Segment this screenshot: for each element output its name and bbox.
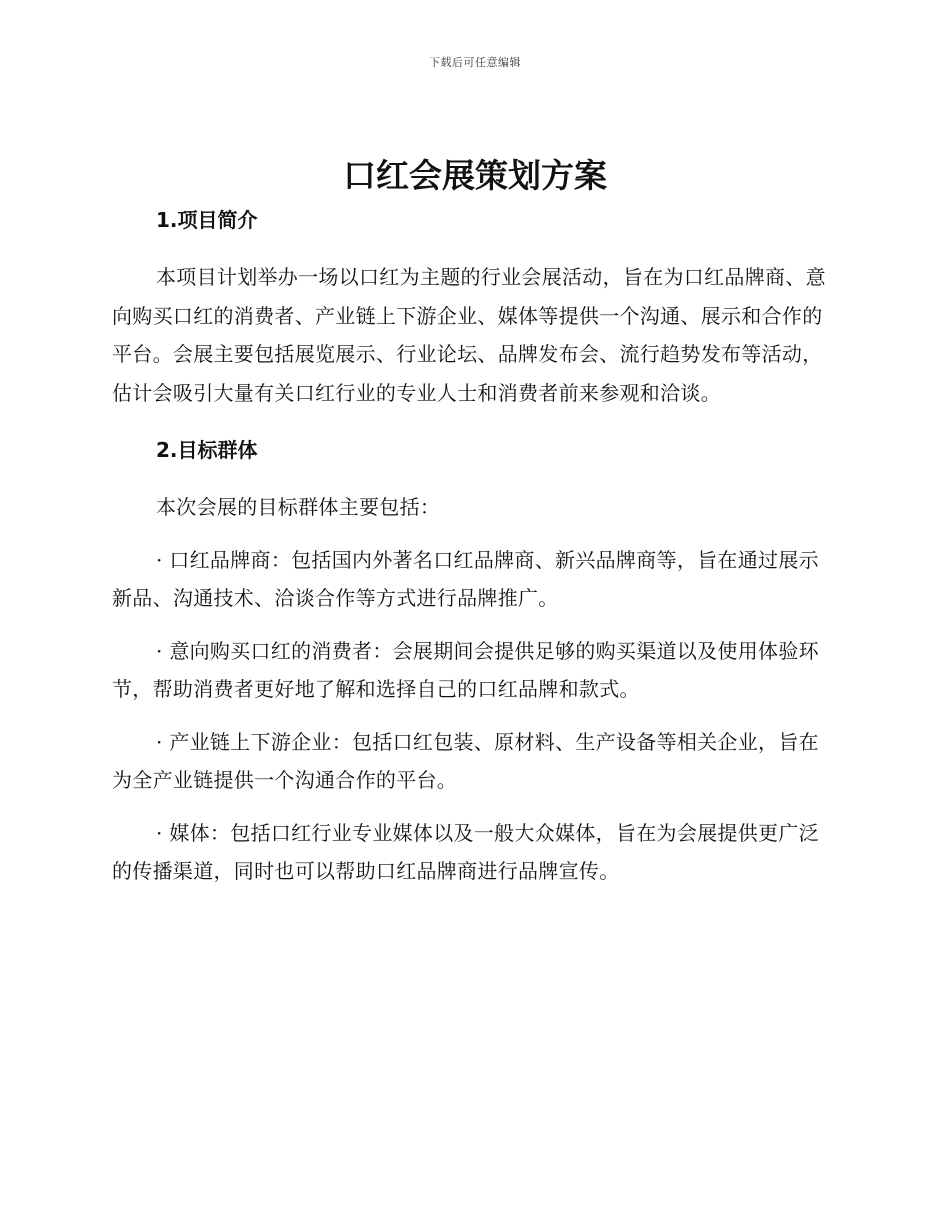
header-note: 下载后可任意编辑 (429, 56, 521, 69)
target-intro-paragraph: 本次会展的目标群体主要包括： (156, 495, 441, 519)
target-item-consumers: · 意向购买口红的消费者：会展期间会提供足够的购买渠道以及使用体验环节，帮助消费者更好地了解和选择自己的口红品牌和款式。 (112, 638, 819, 701)
target-item-brands: · 口红品牌商：包括国内外著名口红品牌商、新兴品牌商等，旨在通过展示新品、沟通技术、洽谈合作等方式进行品牌推广。 (112, 547, 819, 610)
section-heading-overview: 1.项目简介 (156, 208, 258, 232)
target-item-media: · 媒体：包括口红行业专业媒体以及一般大众媒体，旨在为会展提供更广泛的传播渠道，同时也可以帮助口红品牌商进行品牌宣传。 (112, 820, 819, 883)
document-body (112, 204, 832, 891)
target-item-industry-chain: · 产业链上下游企业：包括口红包装、原材料、生产设备等相关企业，旨在为全产业链提供一个沟通合作的平台。 (112, 729, 819, 792)
document-title: 口红会展策划方案 (343, 156, 607, 195)
overview-paragraph: 本项目计划举办一场以口红为主题的行业会展活动，旨在为口红品牌商、意向购买口红的消费者、产业链上下游企业、媒体等提供一个沟通、展示和合作的平台。会展主要包括展览展示、行业论坛、品牌发布会、流行趋势发布等活动，估计会吸引大量有关口红行业的专业人士和消费者前来参观和洽谈。 (112, 265, 826, 405)
section-heading-target-groups: 2.目标群体 (156, 438, 258, 462)
